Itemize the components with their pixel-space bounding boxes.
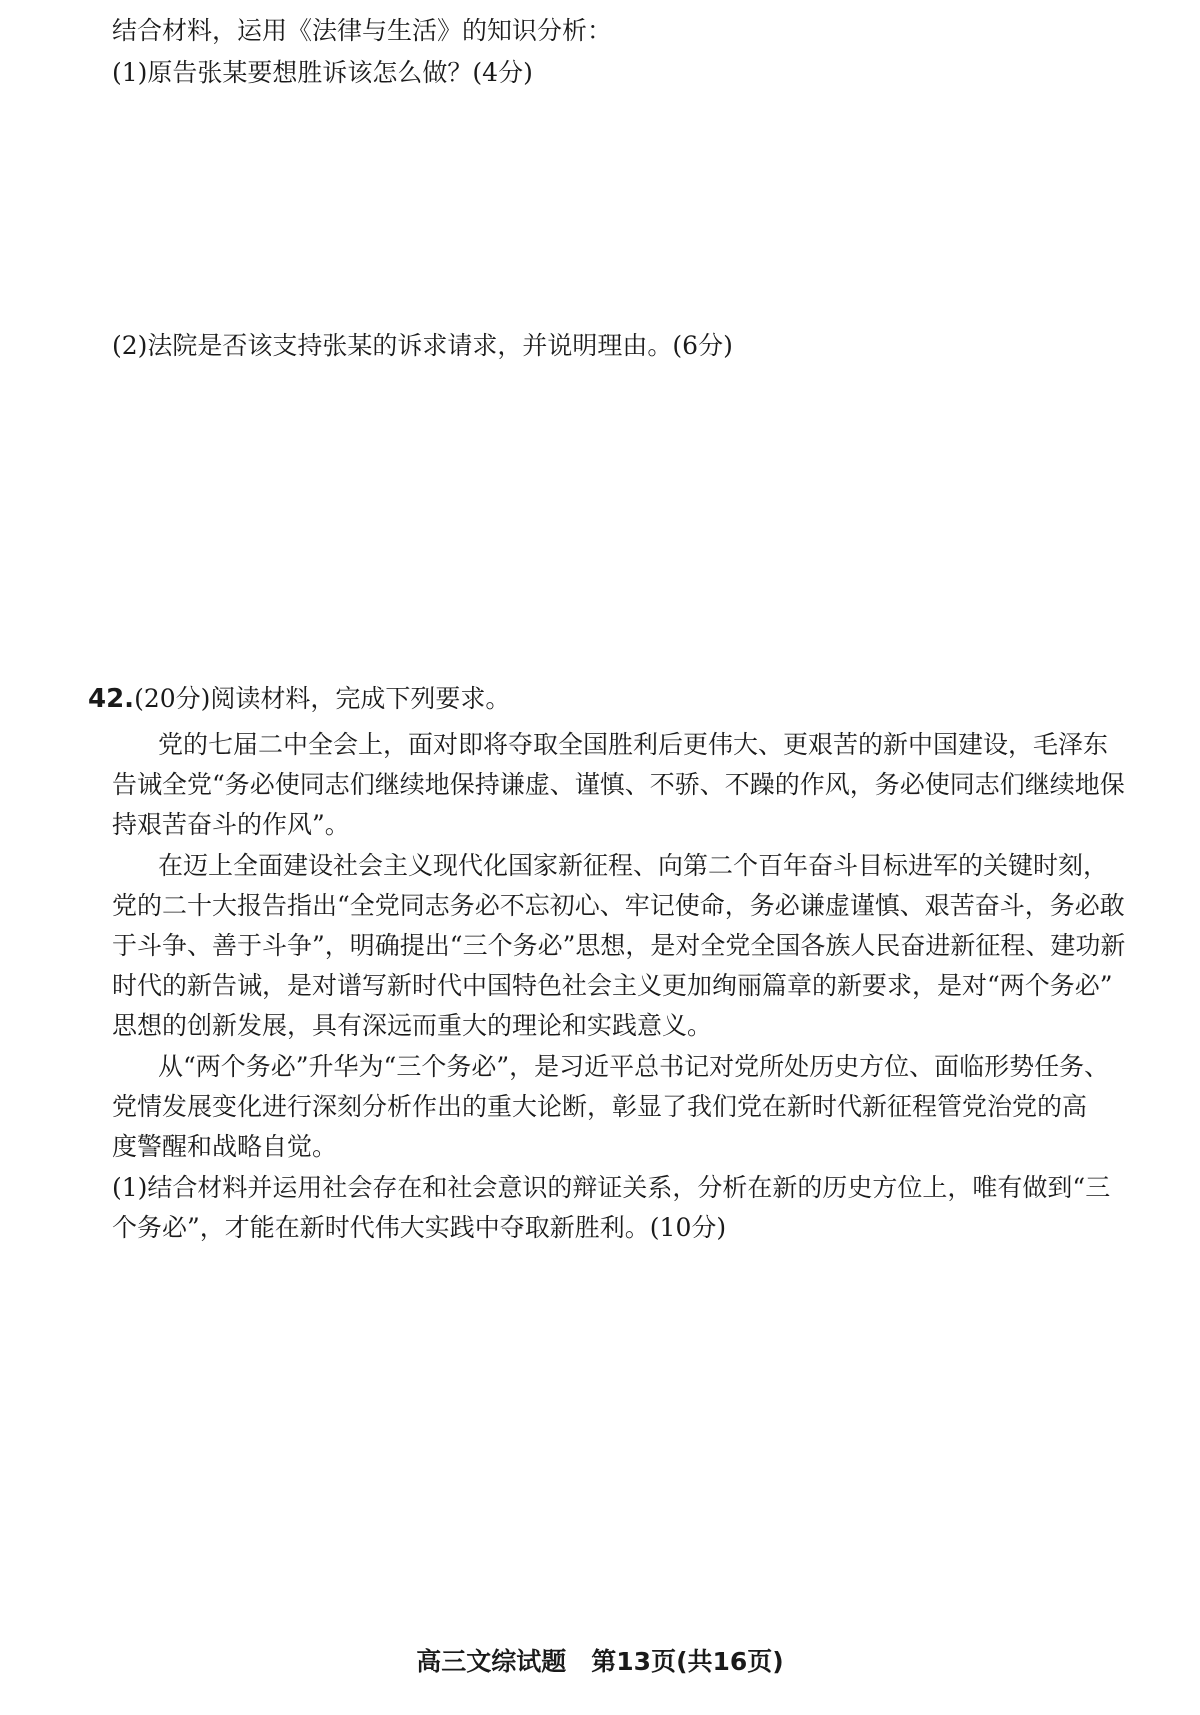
q42-number: 42. bbox=[88, 684, 135, 714]
q41-intro: 结合材料，运用《法律与生活》的知识分析： bbox=[112, 16, 613, 45]
page-footer: 高三文综试题 第13页(共16页) bbox=[416, 1647, 784, 1676]
q42-para2-line: 在迈上全面建设社会主义现代化国家新征程、向第二个百年奋斗目标进军的关键时刻， bbox=[158, 851, 1109, 880]
q42-para2-line: 时代的新告诫，是对谱写新时代中国特色社会主义更加绚丽篇章的新要求，是对“两个务必” bbox=[112, 971, 1113, 1000]
q42-subquestion-1-line: 个务必”，才能在新时代伟大实践中夺取新胜利。(10分) bbox=[112, 1213, 727, 1242]
q42-para2-line: 党的二十大报告指出“全党同志务必不忘初心、牢记使命，务必谦虚谨慎、艰苦奋斗，务必敢 bbox=[112, 891, 1125, 920]
q42-para3-line: 党情发展变化进行深刻分析作出的重大论断，彰显了我们党在新时代新征程管党治党的高 bbox=[112, 1092, 1088, 1121]
q42-para3-line: 度警醒和战略自觉。 bbox=[112, 1132, 338, 1161]
q42-subquestion-1-line: (1)结合材料并运用社会存在和社会意识的辩证关系，分析在新的历史方位上，唯有做到“三 bbox=[112, 1173, 1111, 1202]
q42-para2-line: 于斗争、善于斗争”，明确提出“三个务必”思想，是对全党全国各族人民奋进新征程、建功新 bbox=[112, 931, 1126, 960]
q41-subquestion-1: (1)原告张某要想胜诉该怎么做？(4分) bbox=[112, 58, 533, 87]
q42-para1-line: 持艰苦奋斗的作风”。 bbox=[112, 810, 350, 839]
q42-header bbox=[88, 682, 510, 716]
q42-para1-line: 告诫全党“务必使同志们继续地保持谦虚、谨慎、不骄、不躁的作风，务必使同志们继续地保 bbox=[112, 770, 1125, 799]
q42-para1-line: 党的七届二中全会上，面对即将夺取全国胜利后更伟大、更艰苦的新中国建设，毛泽东 bbox=[158, 730, 1109, 759]
q42-para3-line: 从“两个务必”升华为“三个务必”，是习近平总书记对党所处历史方位、面临形势任务、 bbox=[158, 1052, 1110, 1081]
q42-para2-line: 思想的创新发展，具有深远而重大的理论和实践意义。 bbox=[112, 1011, 713, 1040]
q42-header-text: (20分)阅读材料，完成下列要求。 bbox=[134, 684, 511, 713]
q41-subquestion-2: (2)法院是否该支持张某的诉求请求，并说明理由。(6分) bbox=[112, 331, 733, 360]
